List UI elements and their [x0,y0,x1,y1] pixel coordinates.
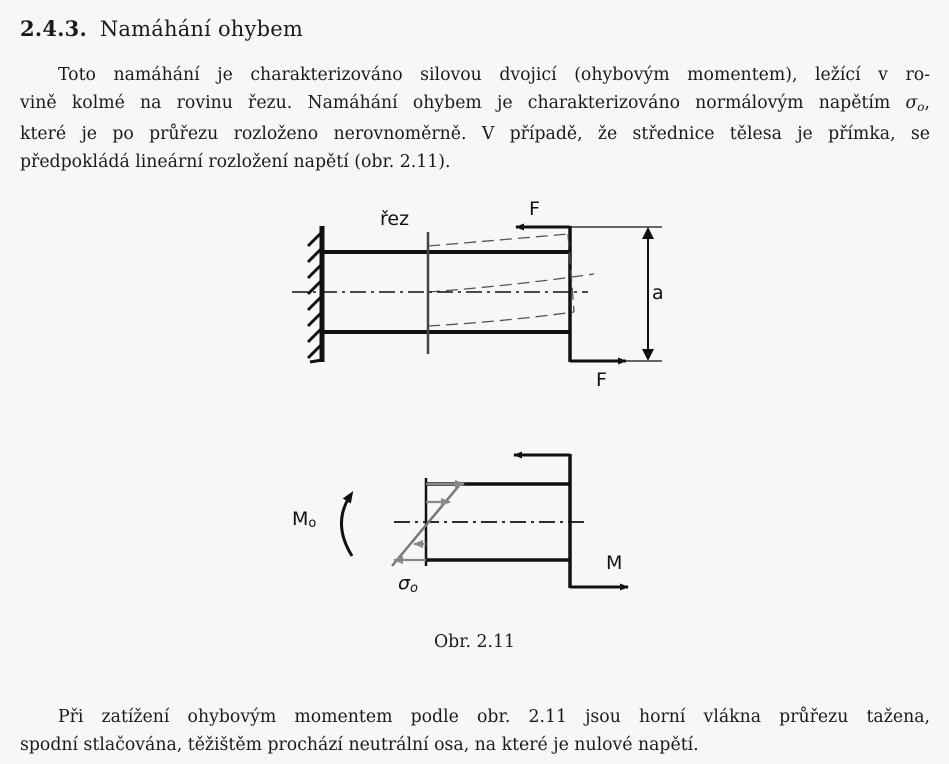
label-section-cut: řez [380,208,410,230]
section-heading [20,16,303,41]
conclusion-paragraph [20,704,930,759]
sigma-symbol: $\sigma_o$ [905,92,925,114]
intro-paragraph [20,62,930,176]
wall-support [308,226,322,362]
label-dimension-a: a [652,282,664,304]
label-bending-moment: $M_o$ [292,508,317,531]
paragraph-line-text: vině kolmé na rovinu řezu. Namáhání ohybem je charakterizováno normálovým napětím [20,92,906,113]
paragraph-line: Při zatížení ohybovým momentem podle obr. 2.11 jsou horní vlákna průřezu tažena, [58,707,930,727]
section-body [426,454,570,588]
beam [322,226,570,362]
label-force-bottom: F [596,369,607,391]
label-moment: M [606,552,623,574]
paragraph-line: předpokládá lineární rozložení napětí (obr. 2.11). [20,151,451,172]
bending-diagram-svg [270,196,690,611]
dimension-a [570,227,662,361]
figure-caption: Obr. 2.11 [433,632,516,652]
paragraph-line: Toto namáhání je charakterizováno silovou dvojicí (ohybovým momentem), ležící v ro- [58,65,930,85]
paragraph-line: vině kolmé na rovinu řezu. Namáhání ohybem je charakterizováno normálovým napětím $\sigma_o$, [20,92,930,114]
section-title: Namáhání ohybem [99,17,303,41]
stress-distribution [392,482,464,566]
section-number: 2.4.3. [20,16,87,41]
figure-bending-diagram [270,196,690,611]
label-stress-sigma: $\sigma_o$ [398,572,419,596]
bending-moment-curved-arrow [341,496,352,556]
paragraph-line: spodní stlačována, těžištěm prochází neutrální osa, na které je nulové napětí. [20,734,699,755]
label-force-top: F [529,198,540,220]
paragraph-line: které je po průřezu rozloženo nerovnoměrně. V případě, že střednice tělesa je přímka, se [20,124,930,144]
